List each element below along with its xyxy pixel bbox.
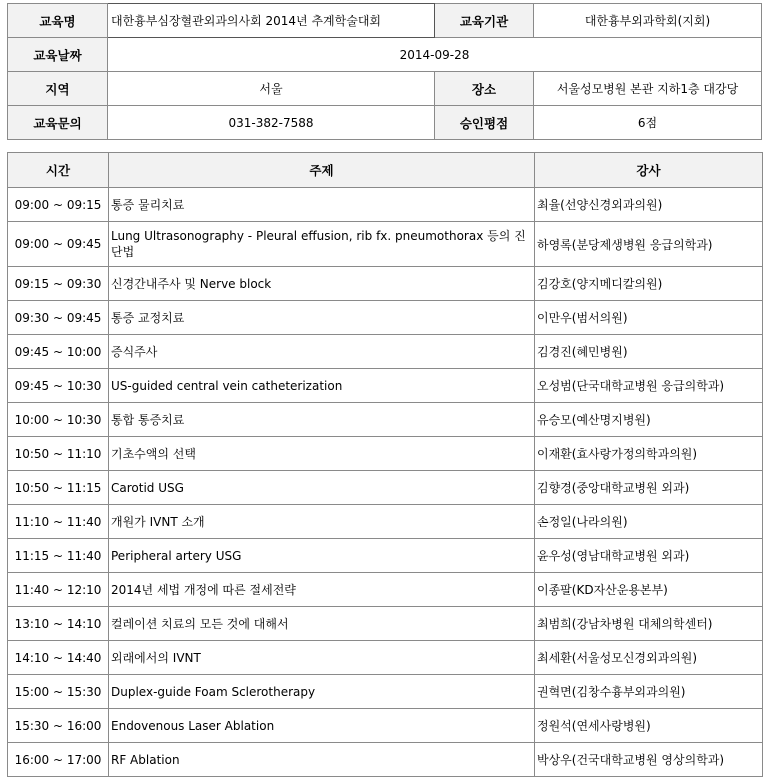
session-speaker: 박상우(건국대학교병원 영상의학과) xyxy=(535,743,763,777)
date-label: 교육날짜 xyxy=(8,38,108,72)
session-topic: 개원가 IVNT 소개 xyxy=(109,505,535,539)
session-speaker: 김경진(혜민병원) xyxy=(535,335,763,369)
session-topic: Endovenous Laser Ablation xyxy=(109,709,535,743)
session-topic: 외래에서의 IVNT xyxy=(109,641,535,675)
table-row xyxy=(8,437,763,471)
session-topic: Duplex-guide Foam Sclerotherapy xyxy=(109,675,535,709)
session-time: 13:10 ~ 14:10 xyxy=(8,607,109,641)
session-speaker: 유승모(예산명지병원) xyxy=(535,403,763,437)
session-speaker: 하영록(분당제생병원 응급의학과) xyxy=(535,222,763,267)
table-row xyxy=(8,335,763,369)
table-row xyxy=(8,403,763,437)
table-row xyxy=(8,607,763,641)
table-row xyxy=(8,573,763,607)
session-topic: 통합 통증치료 xyxy=(109,403,535,437)
session-time: 11:40 ~ 12:10 xyxy=(8,573,109,607)
session-topic: US-guided central vein catheterization xyxy=(109,369,535,403)
session-speaker: 손정일(나라의원) xyxy=(535,505,763,539)
org-label: 교육기관 xyxy=(435,4,534,38)
table-row xyxy=(8,188,763,222)
contact-label: 교육문의 xyxy=(8,106,108,140)
session-speaker: 최세환(서울성모신경외과의원) xyxy=(535,641,763,675)
course-info-table xyxy=(7,3,762,140)
session-speaker: 오성범(단국대학교병원 응급의학과) xyxy=(535,369,763,403)
credits-label: 승인평점 xyxy=(435,106,534,140)
session-topic: 신경간내주사 및 Nerve block xyxy=(109,267,535,301)
region-value: 서울 xyxy=(108,72,435,106)
table-row xyxy=(8,641,763,675)
session-time: 16:00 ~ 17:00 xyxy=(8,743,109,777)
session-speaker: 이재환(효사랑가정의학과의원) xyxy=(535,437,763,471)
session-time: 09:45 ~ 10:00 xyxy=(8,335,109,369)
table-row xyxy=(8,743,763,777)
schedule-header-row xyxy=(8,153,763,188)
session-speaker: 이종팔(KD자산운용본부) xyxy=(535,573,763,607)
venue-label: 장소 xyxy=(435,72,534,106)
table-row xyxy=(8,505,763,539)
session-topic: 2014년 세법 개정에 따른 절세전략 xyxy=(109,573,535,607)
session-topic: 통증 교정치료 xyxy=(109,301,535,335)
session-speaker: 김향경(중앙대학교병원 외과) xyxy=(535,471,763,505)
session-speaker: 김강호(양지메디칼의원) xyxy=(535,267,763,301)
date-value: 2014-09-28 xyxy=(108,38,762,72)
region-label: 지역 xyxy=(8,72,108,106)
session-time: 11:10 ~ 11:40 xyxy=(8,505,109,539)
session-time: 09:00 ~ 09:45 xyxy=(8,222,109,267)
session-topic: Peripheral artery USG xyxy=(109,539,535,573)
table-row xyxy=(8,267,763,301)
org-value: 대한흉부외과학회(지회) xyxy=(534,4,762,38)
session-topic: 증식주사 xyxy=(109,335,535,369)
session-time: 10:50 ~ 11:10 xyxy=(8,437,109,471)
session-time: 09:45 ~ 10:30 xyxy=(8,369,109,403)
session-topic: Lung Ultrasonography - Pleural effusion, rib fx. pneumothorax 등의 진단법 xyxy=(109,222,535,267)
table-row xyxy=(8,539,763,573)
venue-value: 서울성모병원 본관 지하1층 대강당 xyxy=(534,72,762,106)
session-time: 15:00 ~ 15:30 xyxy=(8,675,109,709)
session-topic: 통증 물리치료 xyxy=(109,188,535,222)
info-row-contact xyxy=(8,106,762,140)
session-topic: Carotid USG xyxy=(109,471,535,505)
session-topic: RF Ablation xyxy=(109,743,535,777)
session-topic: 기초수액의 선택 xyxy=(109,437,535,471)
time-column-header: 시간 xyxy=(8,153,109,188)
session-speaker: 윤우성(영남대학교병원 외과) xyxy=(535,539,763,573)
session-time: 09:15 ~ 09:30 xyxy=(8,267,109,301)
session-topic: 컬레이션 치료의 모든 것에 대해서 xyxy=(109,607,535,641)
contact-value: 031-382-7588 xyxy=(108,106,435,140)
session-time: 09:00 ~ 09:15 xyxy=(8,188,109,222)
speaker-column-header: 강사 xyxy=(535,153,763,188)
table-row xyxy=(8,222,763,267)
session-time: 10:50 ~ 11:15 xyxy=(8,471,109,505)
session-speaker: 이만우(범서의원) xyxy=(535,301,763,335)
session-time: 11:15 ~ 11:40 xyxy=(8,539,109,573)
course-name-value[interactable]: 대한흉부심장혈관외과의사회 2014년 추계학술대회 xyxy=(108,4,435,38)
session-time: 09:30 ~ 09:45 xyxy=(8,301,109,335)
table-row xyxy=(8,369,763,403)
info-row-region xyxy=(8,72,762,106)
table-row xyxy=(8,709,763,743)
table-row xyxy=(8,301,763,335)
course-name-label: 교육명 xyxy=(8,4,108,38)
session-speaker: 정원석(연세사랑병원) xyxy=(535,709,763,743)
info-row-date xyxy=(8,38,762,72)
topic-column-header: 주제 xyxy=(109,153,535,188)
session-speaker: 권혁면(김창수흉부외과의원) xyxy=(535,675,763,709)
table-row xyxy=(8,675,763,709)
table-row xyxy=(8,471,763,505)
credits-value: 6점 xyxy=(534,106,762,140)
session-speaker: 최율(선양신경외과의원) xyxy=(535,188,763,222)
session-time: 15:30 ~ 16:00 xyxy=(8,709,109,743)
session-speaker: 최범희(강남차병원 대체의학센터) xyxy=(535,607,763,641)
info-row-course xyxy=(8,4,762,38)
session-time: 14:10 ~ 14:40 xyxy=(8,641,109,675)
session-time: 10:00 ~ 10:30 xyxy=(8,403,109,437)
schedule-table xyxy=(7,152,763,777)
